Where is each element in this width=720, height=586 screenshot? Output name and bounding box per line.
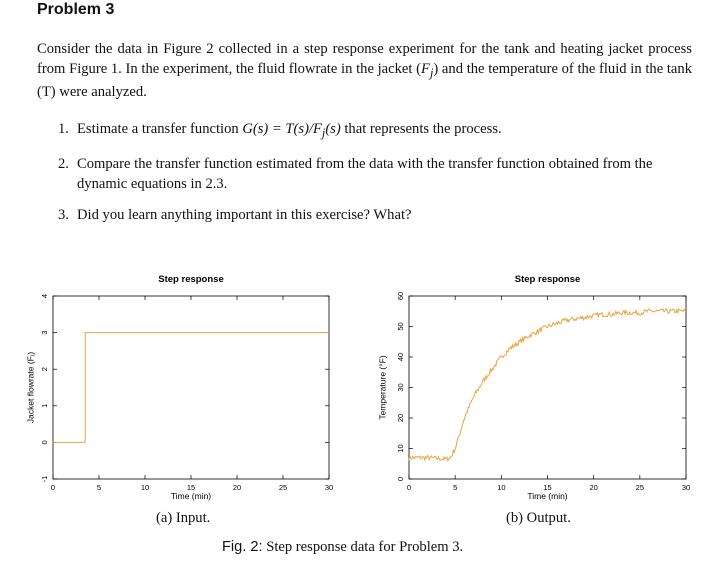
series-line [53, 333, 329, 443]
figure-label: Fig. 2: [222, 539, 263, 555]
chart-title: Step response [514, 274, 581, 285]
x-tick-label: 10 [140, 483, 150, 492]
figure-caption-text: Step response data for Problem 3. [262, 539, 464, 555]
task-number: 2. [58, 156, 69, 173]
transfer-function-post: (s) [325, 121, 341, 137]
task-text: Compare the transfer function estimated from the data with the transfer function obtained from the dynamic equations in 2.3. [77, 156, 653, 192]
plot-frame [53, 296, 329, 479]
y-tick-label: 10 [395, 444, 405, 453]
x-tick-label: 30 [681, 483, 691, 492]
statement-part-2: ) and the temperature of the fluid in the tank (T) were analyzed. [37, 60, 692, 100]
y-tick-label: 1 [39, 403, 49, 408]
x-tick-label: 0 [50, 483, 56, 492]
y-tick-label: 4 [39, 293, 49, 299]
task-number: 3. [58, 207, 69, 224]
y-tick-label: 3 [39, 330, 49, 335]
x-tick-label: 5 [453, 483, 458, 492]
y-tick-label: 40 [395, 352, 405, 362]
chart-title: Step response [158, 274, 224, 285]
task-item-1 [58, 120, 694, 143]
x-tick-label: 30 [324, 483, 334, 492]
y-tick-label: 20 [395, 413, 405, 423]
y-tick-label: 30 [395, 383, 405, 392]
y-tick-label: -1 [39, 475, 49, 483]
x-tick-label: 10 [497, 483, 506, 492]
y-axis-label: Temperature (°F) [377, 355, 388, 420]
x-tick-label: 15 [543, 483, 552, 492]
x-axis-label: Time (min) [527, 491, 568, 501]
x-tick-label: 25 [635, 483, 645, 492]
var-f: F [421, 60, 430, 77]
step-response-figure [0, 262, 720, 502]
y-tick-label: 2 [39, 367, 49, 372]
problem-heading: Problem 3 [37, 1, 115, 18]
x-tick-label: 15 [186, 483, 196, 492]
y-axis-label: Jacket flowrate (Fⱼ) [25, 351, 36, 424]
y-tick-label: 0 [395, 476, 405, 482]
transfer-function-sub: j [321, 125, 326, 140]
task-text-post: that represents the process. [340, 121, 502, 137]
caption-b: (b) Output. [506, 510, 571, 526]
task-text: Did you learn anything important in this exercise? What? [77, 207, 412, 224]
caption-a: (a) Input. [156, 510, 211, 526]
task-list [58, 120, 694, 238]
figure-caption [222, 539, 463, 556]
task-number: 1. [58, 121, 69, 137]
task-item-2 [58, 155, 694, 194]
task-item-3 [58, 206, 694, 226]
chart-input [25, 274, 333, 501]
statement-part-1: Consider the data in Figure 2 collected in a step response experiment for the tank and heating jacket process from Figure 1. In the experiment, the fluid flowrate in the jacket ( [37, 41, 692, 77]
y-tick-label: 60 [395, 291, 405, 301]
series-line [409, 309, 686, 461]
task-text-pre: Estimate a transfer function [77, 121, 243, 137]
y-tick-label: 0 [39, 440, 49, 445]
x-axis-label: Time (min) [170, 491, 212, 501]
problem-statement [37, 40, 692, 102]
x-tick-label: 20 [232, 483, 242, 492]
var-sub: j [429, 65, 434, 80]
transfer-function-expr: G(s) = T(s)/F [242, 121, 322, 137]
x-tick-label: 0 [406, 483, 412, 492]
y-tick-label: 50 [395, 322, 405, 331]
x-tick-label: 20 [589, 483, 598, 492]
x-tick-label: 5 [96, 483, 102, 492]
chart-output [377, 274, 690, 501]
x-tick-label: 25 [278, 483, 288, 492]
plot-frame [409, 296, 686, 479]
